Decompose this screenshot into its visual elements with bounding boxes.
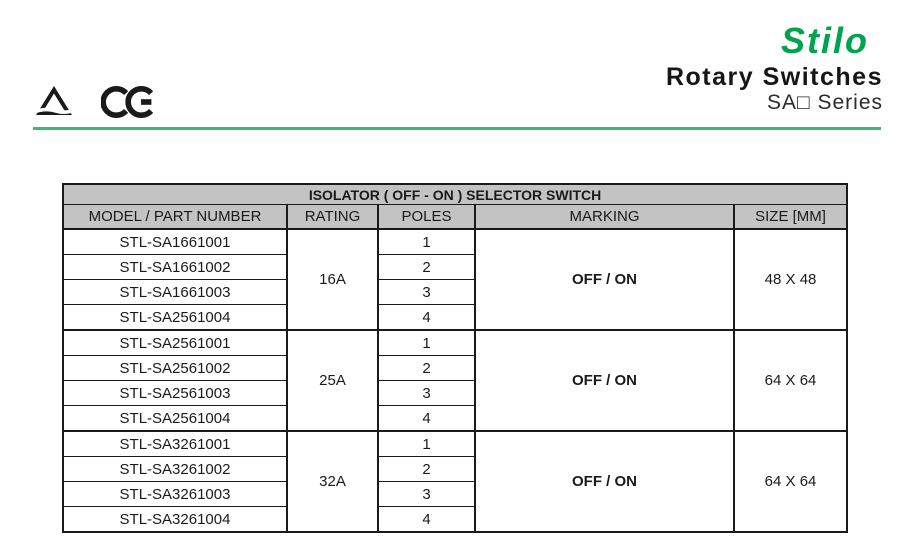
size-cell: 64 X 64 (734, 431, 847, 532)
triangle-logo-icon (33, 83, 75, 121)
table-title-row (63, 184, 847, 205)
table-title: ISOLATOR ( OFF - ON ) SELECTOR SWITCH (63, 184, 847, 205)
product-table (62, 183, 848, 533)
rating-cell: 25A (287, 330, 378, 431)
column-header-marking: MARKING (475, 205, 734, 230)
ce-mark-icon (101, 84, 153, 120)
poles-cell: 1 (378, 431, 475, 457)
model-cell: STL-SA3261003 (63, 482, 287, 507)
model-cell: STL-SA2561004 (63, 305, 287, 331)
model-cell: STL-SA1661003 (63, 280, 287, 305)
poles-cell: 2 (378, 457, 475, 482)
model-cell: STL-SA1661002 (63, 255, 287, 280)
brand-product-line: Rotary Switches (665, 62, 883, 91)
model-cell: STL-SA3261002 (63, 457, 287, 482)
rating-cell: 16A (287, 229, 378, 330)
model-cell: STL-SA2561001 (63, 330, 287, 356)
column-header-model: MODEL / PART NUMBER (63, 205, 287, 230)
table-row (63, 229, 847, 255)
model-cell: STL-SA2561004 (63, 406, 287, 432)
model-cell: STL-SA3261001 (63, 431, 287, 457)
table-row (63, 431, 847, 457)
poles-cell: 2 (378, 356, 475, 381)
size-cell: 64 X 64 (734, 330, 847, 431)
column-header-poles: POLES (378, 205, 475, 230)
column-header-row (63, 205, 847, 230)
table-row (63, 330, 847, 356)
column-header-size: SIZE [MM] (734, 205, 847, 230)
rating-cell: 32A (287, 431, 378, 532)
marking-cell: OFF / ON (475, 229, 734, 330)
marking-cell: OFF / ON (475, 330, 734, 431)
table-container (62, 183, 848, 533)
brand-series: SA□ Series (766, 90, 883, 114)
size-cell: 48 X 48 (734, 229, 847, 330)
brand-block (666, 22, 883, 115)
marking-cell: OFF / ON (475, 431, 734, 532)
poles-cell: 3 (378, 482, 475, 507)
poles-cell: 1 (378, 330, 475, 356)
model-cell: STL-SA1661001 (63, 229, 287, 255)
poles-cell: 3 (378, 381, 475, 406)
column-header-rating: RATING (287, 205, 378, 230)
header-rule (33, 127, 881, 130)
model-cell: STL-SA2561003 (63, 381, 287, 406)
poles-cell: 4 (378, 507, 475, 533)
certification-marks (33, 83, 153, 121)
brand-logo: Stilo (781, 20, 869, 61)
poles-cell: 3 (378, 280, 475, 305)
model-cell: STL-SA2561002 (63, 356, 287, 381)
model-cell: STL-SA3261004 (63, 507, 287, 533)
poles-cell: 1 (378, 229, 475, 255)
poles-cell: 4 (378, 305, 475, 331)
poles-cell: 4 (378, 406, 475, 432)
poles-cell: 2 (378, 255, 475, 280)
